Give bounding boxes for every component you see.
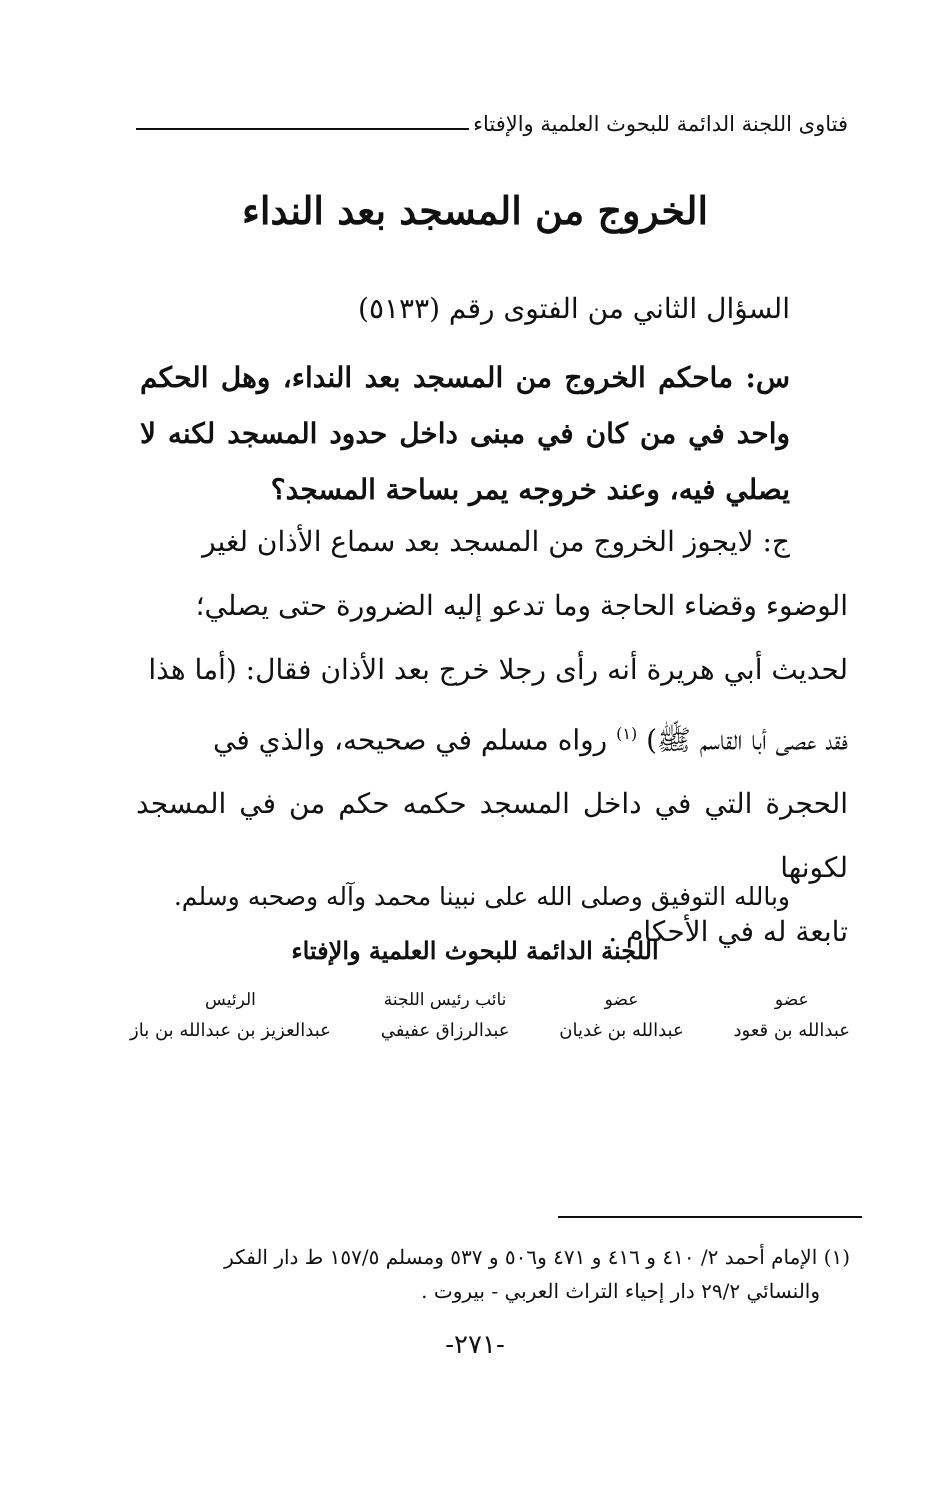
answer-line-1: ج: لايجوز الخروج من المسجد بعد سماع الأذان لغير (202, 525, 790, 558)
answer-line-6: تابعة له في الأحكام . (608, 915, 848, 949)
signatories (130, 990, 850, 1041)
committee-name: اللجنة الدائمة للبحوث العلمية والإفتاء (291, 936, 659, 965)
footnote-marker: (١) (616, 724, 638, 743)
footnote-separator (558, 1216, 862, 1218)
page-title: الخروج من المسجد بعد النداء (241, 188, 709, 233)
header-rule (136, 128, 469, 130)
answer-line-5: الحجرة التي في داخل المسجد حكمه حكم من في المسجد لكونها (136, 787, 848, 885)
footnote-line-2: والنسائي ٢٩/٢ دار إحياء التراث العربي - بيروت . (421, 1279, 820, 1303)
question-reference: السؤال الثاني من الفتوى رقم (٥١٣٣) (358, 292, 790, 325)
signatory-name: عبدالعزيز بن عبدالله بن باز (130, 1020, 331, 1041)
answer-line-4 (136, 702, 848, 772)
signatory-role: نائب رئيس اللجنة (383, 990, 507, 1010)
running-header-text: فتاوى اللجنة الدائمة للبحوث العلمية والإفتاء (473, 112, 848, 136)
page-number: -٢٧١- (445, 1330, 505, 1360)
signatory-name: عبدالله بن قعود (733, 1020, 850, 1041)
footnote-line-1: (١) الإمام أحمد ٢/ ٤١٠ و ٤١٦ و ٤٧١ و٥٠٦ و ٥٣٧ ومسلم ١٥٧/٥ ط دار الفكر (224, 1245, 850, 1269)
signatory (130, 990, 331, 1041)
question-text: س: ماحكم الخروج من المسجد بعد النداء، وهل الحكم واحد في من كان في مبنى داخل حدود المسجد لكنه لا يصلي فيه، وعند خروجه يمر بساحة المسجد؟ (140, 361, 790, 506)
signatory-role: عضو (774, 990, 809, 1010)
answer-line-2: الوضوء وقضاء الحاجة وما تدعو إليه الضرورة حتى يصلي؛ (195, 589, 848, 622)
running-header (136, 112, 848, 136)
signatory (734, 990, 850, 1041)
footnote (130, 1240, 850, 1308)
signatory (381, 990, 510, 1041)
signatory-role: الرئيس (205, 990, 256, 1010)
answer-line-4-end: رواه مسلم في صحيحه، والذي في (213, 723, 608, 757)
signatory-role: عضو (604, 990, 639, 1010)
signatory-name: عبدالرزاق عفيفي (380, 1020, 510, 1041)
answer-line-4-start: فقد عصى أبا القاسم ﷺ) (646, 723, 848, 757)
signatory (559, 990, 683, 1041)
signatory-name: عبدالله بن غديان (559, 1020, 684, 1041)
closing-statement: وبالله التوفيق وصلى الله على نبينا محمد وآله وصحبه وسلم. (173, 882, 790, 911)
answer-line-3: لحديث أبي هريرة أنه رأى رجلا خرج بعد الأذان فقال: (أما هذا (148, 653, 848, 686)
